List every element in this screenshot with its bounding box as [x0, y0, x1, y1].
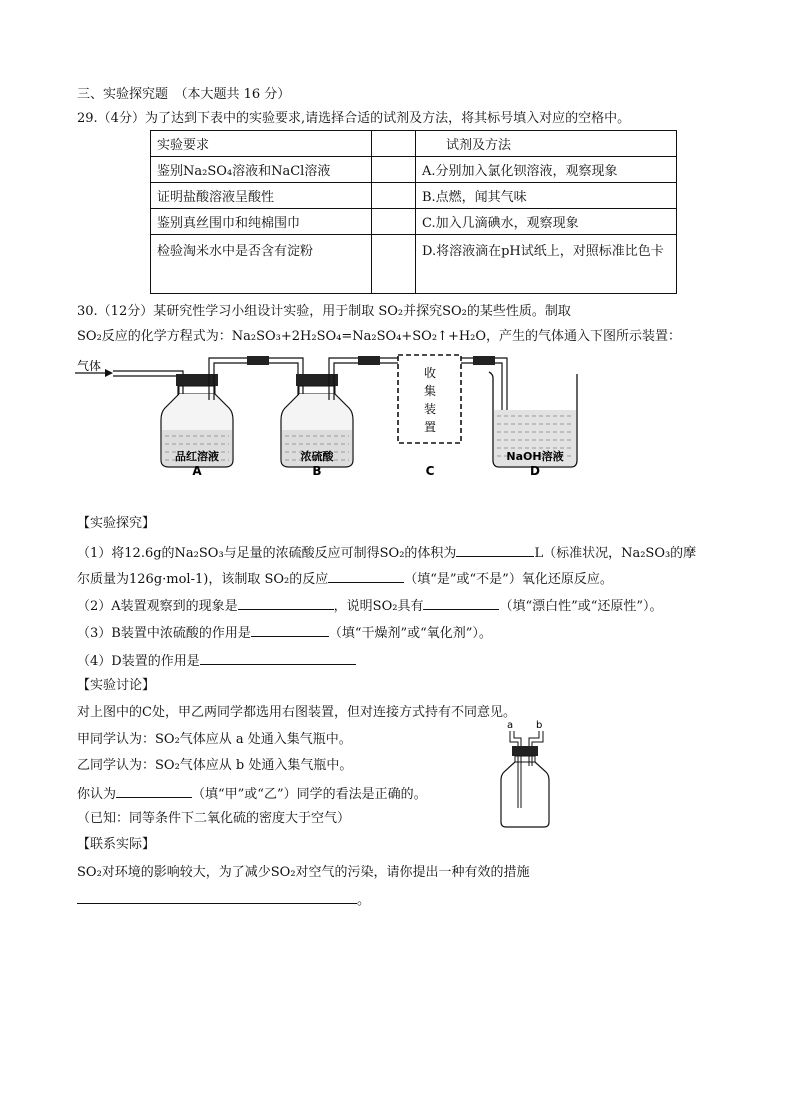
part3-line	[77, 623, 492, 643]
collector-char-4: 置	[423, 420, 437, 434]
tube-b-label: b	[536, 720, 543, 731]
part3-text-b: （填“干燥剂”或“氧化剂”）。	[328, 626, 492, 641]
part2-text-b: ，说明SO₂具有	[333, 599, 424, 614]
part2-line	[77, 596, 663, 616]
explore-heading: 【实验探究】	[77, 516, 156, 531]
part2-text-c: （填“漂白性”或“还原性”）。	[499, 599, 663, 614]
answer-blank-measure[interactable]	[77, 890, 357, 904]
experiment-table	[150, 130, 677, 294]
part2-text-a: （2）A装置观察到的现象是	[77, 599, 238, 614]
table-row	[151, 157, 677, 183]
row-method: D.将溶液滴在pH试纸上，对照标准比色卡	[416, 235, 677, 294]
collector-char-3: 装	[423, 402, 437, 416]
discuss-line3: 乙同学认为：SO₂气体应从 b 处通入集气瓶中。	[77, 758, 353, 773]
bottle-a-letter: A	[192, 464, 202, 478]
row-method: A.分别加入氯化钡溶液，观察现象	[416, 157, 677, 183]
row-req: 证明盐酸溶液呈酸性	[151, 183, 372, 209]
part1-text-b: L（标准状况，Na₂SO₃的摩	[534, 546, 697, 561]
header-req: 实验要求	[151, 131, 372, 157]
part1-text-c: 尔质量为126g·mol-1)，该制取 SO₂的反应	[77, 572, 329, 587]
discuss-heading: 【实验讨论】	[77, 678, 156, 693]
section-title: 三、实验探究题 （本大题共 16 分）	[77, 87, 291, 102]
header-answer	[372, 131, 416, 157]
bottle-b-letter: B	[312, 464, 322, 478]
discuss-text-b: （填“甲”或“乙”）同学的看法是正确的。	[192, 787, 427, 802]
beaker-d-letter: D	[530, 464, 540, 478]
part4-line	[77, 651, 356, 671]
collector-char-1: 收	[423, 366, 437, 380]
discuss-line5: （已知：同等条件下二氧化硫的密度大于空气）	[77, 811, 351, 826]
apparatus-diagram	[75, 350, 610, 485]
row-req: 鉴别真丝围巾和纯棉围巾	[151, 209, 372, 235]
table-row	[151, 209, 677, 235]
answer-blank-acid-role[interactable]	[251, 623, 329, 637]
beaker-d-label: NaOH溶液	[506, 450, 564, 463]
bottle-a-label: 品红溶液	[175, 450, 219, 463]
row-answer-cell[interactable]	[372, 157, 416, 183]
part4-text-a: （4）D装置的作用是	[77, 654, 200, 669]
answer-blank-property[interactable]	[423, 596, 499, 610]
q30-stem-line1: 30.（12分）某研究性学习小组设计实验，用于制取 SO₂并探究SO₂的某些性质。制取	[77, 304, 571, 319]
part1-line1	[77, 543, 696, 563]
discuss-text-a: 你认为	[77, 787, 117, 802]
answer-blank-student[interactable]	[116, 784, 192, 798]
practice-end: 。	[357, 893, 371, 908]
row-req: 检验淘米水中是否含有淀粉	[151, 235, 372, 294]
part1-text-d: （填“是”或“不是”）氧化还原反应。	[404, 572, 613, 587]
table-row	[151, 183, 677, 209]
answer-blank-phenomenon[interactable]	[238, 596, 334, 610]
answer-blank-redox[interactable]	[328, 569, 404, 583]
row-method: B.点燃，闻其气味	[416, 183, 677, 209]
discuss-line2: 甲同学认为：SO₂气体应从 a 处通入集气瓶中。	[77, 732, 352, 747]
row-answer-cell[interactable]	[372, 209, 416, 235]
discuss-line1: 对上图中的C处，甲乙两同学都选用右图装置，但对连接方式持有不同意见。	[77, 705, 516, 720]
row-req: 鉴别Na₂SO₄溶液和NaCl溶液	[151, 157, 372, 183]
practice-heading: 【联系实际】	[77, 837, 156, 852]
row-answer-cell[interactable]	[372, 235, 416, 294]
practice-line2	[77, 890, 370, 910]
discuss-line4	[77, 784, 427, 804]
q29-stem: 29.（4分）为了达到下表中的实验要求,请选择合适的试剂及方法，将其标号填入对应的空格中。	[77, 111, 631, 126]
collector-c	[398, 355, 461, 443]
part3-text-a: （3）B装置中浓硫酸的作用是	[77, 626, 251, 641]
header-method: 试剂及方法	[416, 131, 677, 157]
table-row	[151, 235, 677, 294]
tube-a-label: a	[507, 720, 514, 731]
gas-label: 气体	[77, 359, 102, 373]
collector-c-letter: C	[425, 464, 435, 478]
collector-char-2: 集	[423, 384, 437, 398]
part1-line2	[77, 569, 613, 589]
part1-text-a: （1）将12.6g的Na₂SO₃与足量的浓硫酸反应可制得SO₂的体积为	[77, 546, 457, 561]
table-header-row	[151, 131, 677, 157]
q30-stem-line2: SO₂反应的化学方程式为：Na₂SO₃+2H₂SO₄=Na₂SO₄+SO₂↑+H₂O，产生的气体通入下图所示装置：	[77, 329, 682, 344]
row-method: C.加入几滴碘水，观察现象	[416, 209, 677, 235]
answer-blank-d-role[interactable]	[200, 651, 356, 665]
practice-line1: SO₂对环境的影响较大，为了减少SO₂对空气的污染，请你提出一种有效的措施	[77, 865, 530, 880]
row-answer-cell[interactable]	[372, 183, 416, 209]
gas-collecting-bottle	[490, 718, 560, 830]
bottle-b-label: 浓硫酸	[300, 450, 334, 463]
answer-blank-volume[interactable]	[456, 543, 534, 557]
